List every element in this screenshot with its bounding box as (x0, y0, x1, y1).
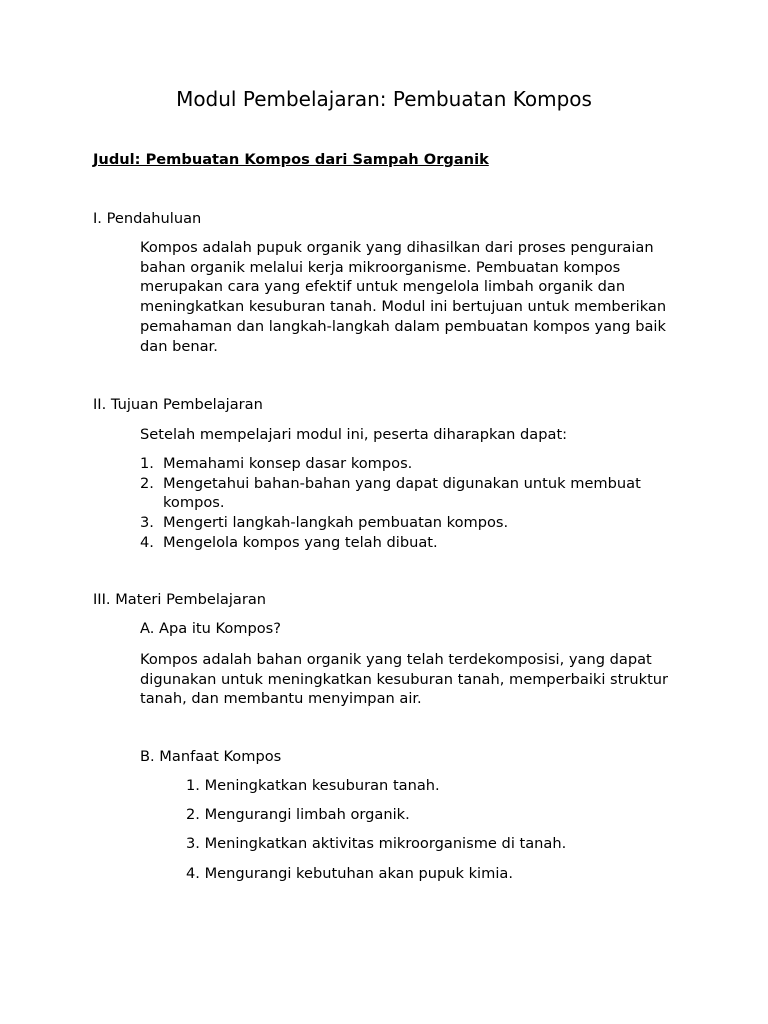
subsection-heading-apa-itu-kompos: A. Apa itu Kompos? (140, 620, 282, 637)
list-item-number: 3. (140, 514, 154, 532)
section-paragraph-pendahuluan: Kompos adalah pupuk organik yang dihasilkan dari proses penguraian bahan organik melalui kerja mikroorganisme. Pembuatan kompos merupakan cara yang efektif untuk mengelola limbah organik dan meningkatkan kesuburan tanah. Modul ini bertujuan untuk memberikan pemahaman dan langkah-langkah dalam pembuatan kompos yang baik dan benar. (140, 239, 667, 355)
subsection-heading-manfaat-kompos: B. Manfaat Kompos (140, 748, 282, 765)
list-item-text: Memahami konsep dasar kompos. (163, 455, 413, 472)
list-item-text: Mengetahui bahan-bahan yang dapat digunakan untuk membuat kompos. (163, 474, 641, 512)
section-heading-tujuan: II. Tujuan Pembelajaran (93, 396, 263, 413)
section-heading-pendahuluan: I. Pendahuluan (93, 210, 202, 227)
subsection-paragraph-apa-itu-kompos: Kompos adalah bahan organik yang telah terdekomposisi, yang dapat digunakan untuk meningkatkan kesuburan tanah, memperbaiki struktur tanah, dan membantu menyimpan air. (140, 651, 669, 708)
list-item (140, 533, 680, 553)
tujuan-list (140, 454, 680, 553)
document-subtitle: Judul: Pembuatan Kompos dari Sampah Organik (93, 151, 489, 168)
list-item: 4. Mengurangi kebutuhan akan pupuk kimia. (186, 865, 513, 882)
list-item (140, 513, 680, 533)
list-item-number: 4. (140, 533, 154, 551)
list-item-text: Mengerti langkah-langkah pembuatan kompos. (163, 514, 509, 532)
list-item (140, 474, 680, 513)
page-title: Modul Pembelajaran: Pembuatan Kompos (176, 87, 592, 111)
section-intro-tujuan: Setelah mempelajari modul ini, peserta diharapkan dapat: (140, 426, 568, 443)
list-item-number: 1. (140, 455, 154, 472)
list-item: 1. Meningkatkan kesuburan tanah. (186, 777, 440, 794)
section-heading-materi: III. Materi Pembelajaran (93, 591, 267, 608)
list-item: 2. Mengurangi limbah organik. (186, 806, 410, 823)
list-item (140, 454, 680, 474)
list-item-number: 2. (140, 474, 154, 492)
list-item-text: Mengelola kompos yang telah dibuat. (163, 533, 438, 551)
list-item: 3. Meningkatkan aktivitas mikroorganisme di tanah. (186, 835, 567, 852)
